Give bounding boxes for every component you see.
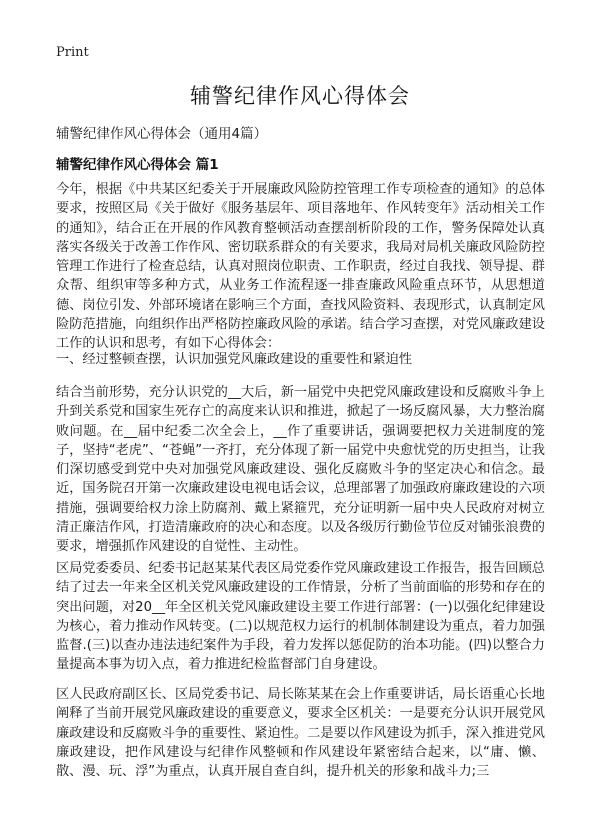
section-heading: 辅警纪律作风心得体会 篇1 [56, 157, 219, 173]
subsection-heading: 一、经过整顿查摆，认识加强党风廉政建设的重要性和紧迫性 [56, 352, 413, 367]
body-paragraph: 结合当前形势，充分认识党的__大后，新一届党中央把党风廉政建设和反腐败斗争上升到关系党和国家生死存亡的高度来认识和推进，掀起了一场反腐风暴，大力整治腐败问题。在__届中纪委二次全会上，__作了重要讲话，强调要把权力关进制度的笼子，坚持“老虎”、“苍蝇”一齐打，充分体现了新一届党中央愈忧党的历史担当，让我们深切感受到党中央对加强党风廉政建设、强化反腐败斗争的坚定决心和信念。最近，国务院召开第一次廉政建设电视电话会议，总理部署了加强政府廉政建设的六项措施，强调要给权力涂上防腐剂、戴上紧箍咒，充分证明新一届中央人民政府对树立清正廉洁作风，打造清廉政府的决心和态度。以及各级厉行勤俭节位反对铺张浪费的要求，增强抓作风建设的自觉性、主动性。 [56, 385, 545, 555]
body-paragraph: 今年，根据《中共某区纪委关于开展廉政风险防控管理工作专项检查的通知》的总体要求，按照区局《关于做好《服务基层年、项目落地年、作风转变年》活动相关工作的通知》，结合正在开展的作风教育整顿活动查摆剖析阶段的工作，警务保障处认真落实各级关于改善工作作风、密切联系群众的有关要求，我局对局机关廉政风险防控管理工作进行了检查总结，认真对照岗位职责、工作职责，经过自我找、领导提、群众帮、组织审等多种方式，从业务工作流程逐一排查廉政风险重点环节，从思想道德、岗位引发、外部环境诸在影响三个方面，查找风险资料、表现形式，认真制定风险防范措施，向组织作出严格防控廉政风险的承诺。结合学习查摆，对党风廉政建设工作的认识和思考，有如下心得体会： [56, 182, 545, 352]
body-paragraph: 区局党委委员、纪委书记赵某某代表区局党委作党风廉政建设工作报告，报告回顾总结了过去一年来全区机关党风廉政建设的工作情景，分析了当前面临的形势和存在的突出问题，对20__年全区机关党风廉政建设主要工作进行部署：(一)以强化纪律建设为核心，着力推动作风转变。(二)以规范权力运行的机制体制建设为重点，着力加强监督.(三)以查办违法违纪案件为手段，着力发挥以惩促防的治本功能。(四)以整合力量提高本事为切入点，着力推进纪检监督部门自身建设。 [56, 561, 545, 673]
print-link[interactable]: Print [56, 45, 89, 60]
document-subtitle: 辅警纪律作风心得体会（通用4篇） [56, 126, 268, 142]
document-title: 辅警纪律作风心得体会 [190, 84, 410, 108]
body-paragraph: 区人民政府副区长、区局党委书记、局长陈某某在会上作重要讲话，局长语重心长地阐释了当前开展党风廉政建设的重要意义，要求全区机关：一是要充分认识开展党风廉政建设和反腐败斗争的重要性、紧迫性。二是要以作风建设为抓手，深入推进党风廉政建设，把作风建设与纪律作风整顿和作风建设年紧密结合起来，以“庸、懒、散、漫、玩、浮”为重点，认真开展自查自纠，提升机关的形象和战斗力;三 [56, 687, 545, 780]
